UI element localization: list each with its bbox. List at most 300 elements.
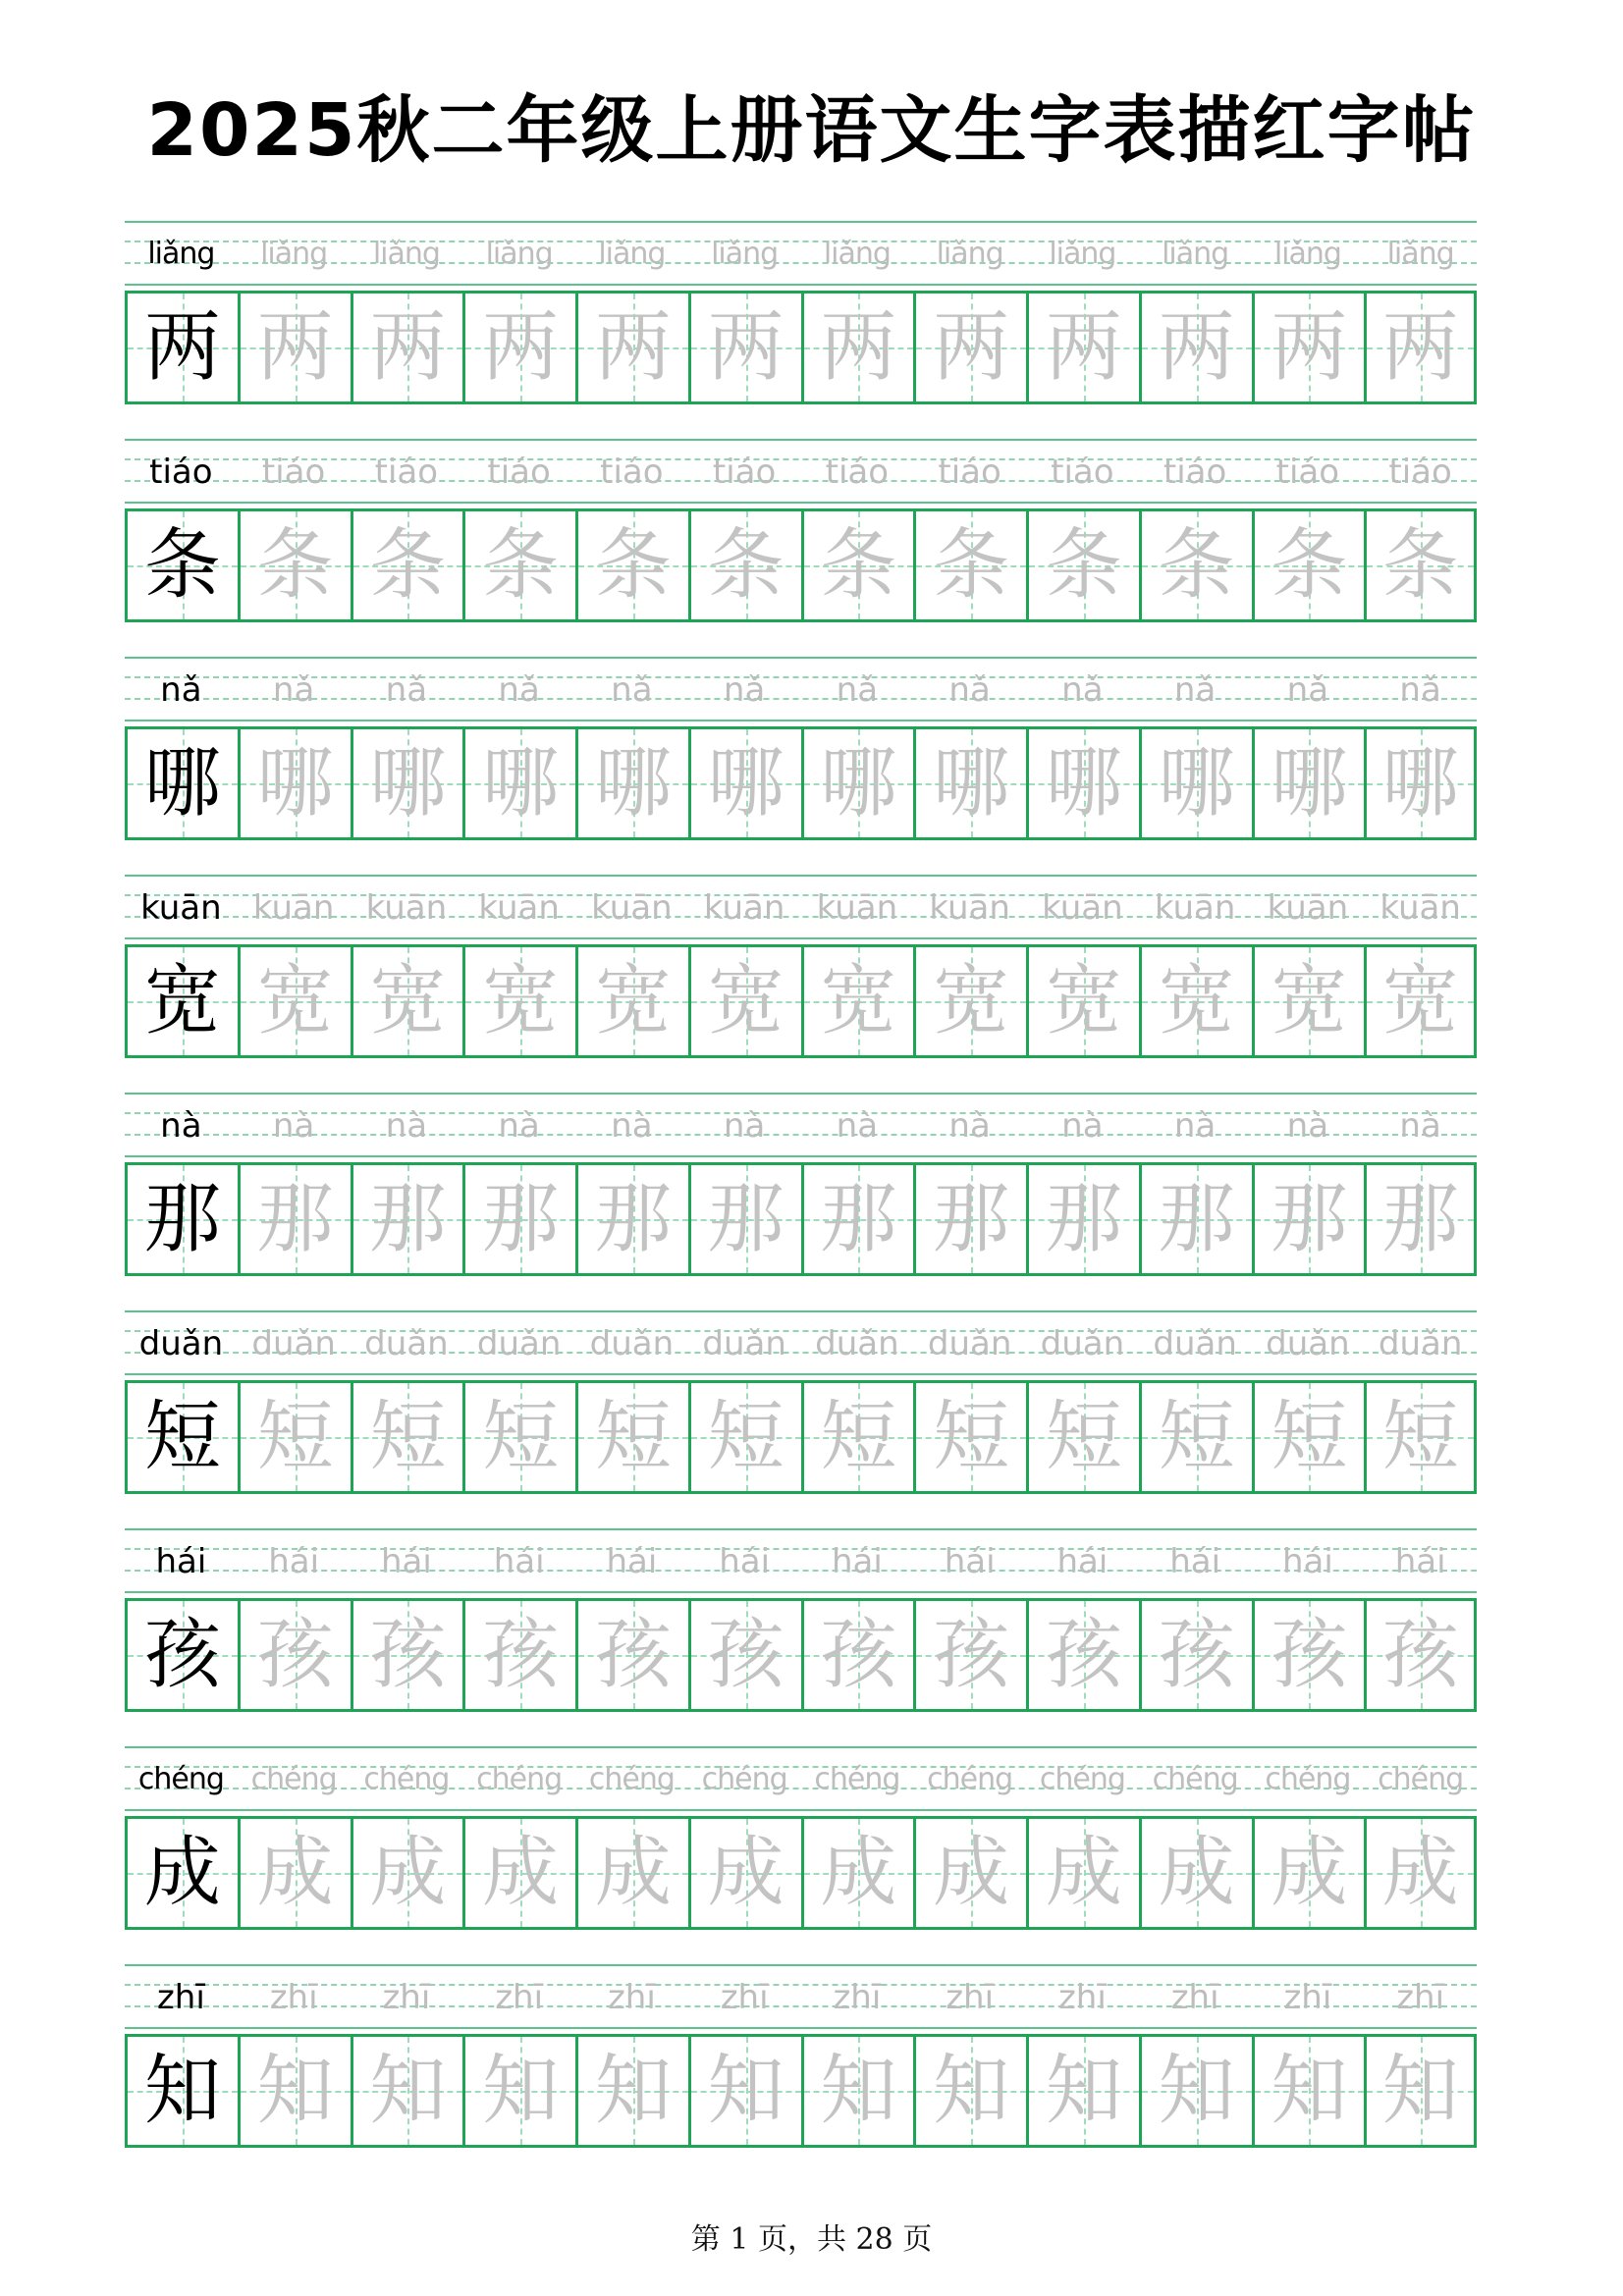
trace-char: 两 [707, 303, 784, 392]
trace-char-cell [351, 2034, 463, 2148]
trace-char: 宽 [594, 957, 672, 1045]
trace-char-cell [913, 1380, 1026, 1494]
trace-char: 孩 [933, 1611, 1010, 1699]
trace-char: 条 [594, 521, 672, 610]
pinyin-band [125, 439, 1477, 506]
trace-char-cell [1252, 2034, 1365, 2148]
trace-char-cell [575, 1380, 688, 1494]
pinyin-trace: nà [385, 1106, 428, 1146]
trace-char-cell [238, 726, 351, 840]
trace-char-cell [1139, 726, 1252, 840]
trace-char-cell [462, 1162, 575, 1276]
trace-char-cell [351, 1380, 463, 1494]
pinyin-trace: hái [1169, 1542, 1221, 1581]
pinyin-trace: nǎ [1399, 670, 1441, 710]
pinyin-trace: nà [498, 1106, 540, 1146]
trace-char-cell [1252, 726, 1365, 840]
trace-char: 孩 [1158, 1611, 1235, 1699]
pinyin-trace: kuān [1267, 888, 1349, 928]
practice-row [125, 439, 1477, 610]
model-char-cell [125, 1162, 238, 1276]
pinyin-trace: nǎ [1173, 670, 1217, 710]
trace-char: 那 [369, 1175, 447, 1263]
trace-char-cell [351, 291, 463, 404]
trace-char: 成 [369, 1829, 447, 1917]
pinyin-trace: liǎng [485, 237, 553, 271]
trace-char: 那 [1271, 1175, 1348, 1263]
trace-char-cell [913, 1816, 1026, 1930]
trace-char-cell [462, 2034, 575, 2148]
tian-grid-row [125, 1162, 1477, 1276]
pinyin-trace: duǎn [476, 1324, 562, 1363]
model-char-cell [125, 1816, 238, 1930]
trace-char: 那 [594, 1175, 672, 1263]
trace-char: 那 [1045, 1175, 1122, 1263]
pinyin-trace: duǎn [815, 1324, 899, 1363]
trace-char: 孩 [1045, 1611, 1122, 1699]
pinyin-trace: tiáo [825, 453, 890, 492]
trace-char: 哪 [482, 739, 560, 828]
pinyin-trace: duǎn [1153, 1324, 1237, 1363]
trace-char-cell [238, 944, 351, 1058]
pinyin-trace: zhī [495, 1978, 544, 2017]
trace-char: 孩 [369, 1611, 447, 1699]
pinyin-trace: chéng [476, 1762, 563, 1796]
trace-char: 短 [933, 1393, 1010, 1481]
tian-grid-row [125, 1598, 1477, 1712]
trace-char: 知 [1158, 2047, 1235, 2135]
pinyin-guide-line [125, 657, 1477, 659]
trace-char: 哪 [594, 739, 672, 828]
pinyin-trace: duǎn [1266, 1324, 1350, 1363]
trace-char-cell [801, 1816, 914, 1930]
pinyin-trace: duǎn [1040, 1324, 1125, 1363]
pinyin-band [125, 1746, 1477, 1813]
pinyin-guide-line [125, 502, 1477, 504]
tian-grid-row [125, 2034, 1477, 2148]
pinyin-trace: zhī [1396, 1978, 1445, 2017]
trace-char-cell [801, 1598, 914, 1712]
trace-char-cell [462, 508, 575, 622]
trace-char-cell [575, 508, 688, 622]
trace-char: 宽 [256, 957, 334, 1045]
pinyin-trace: hái [944, 1542, 996, 1581]
trace-char-cell [801, 2034, 914, 2148]
trace-char-cell [1026, 944, 1139, 1058]
trace-char-cell [1026, 1816, 1139, 1930]
trace-char-cell [1026, 1162, 1139, 1276]
trace-char: 那 [707, 1175, 784, 1263]
pinyin-guide-line [125, 1310, 1477, 1312]
pinyin-guide-line [125, 1373, 1477, 1375]
pinyin-trace: chéng [701, 1762, 787, 1796]
pinyin-trace: kuān [929, 888, 1010, 928]
trace-char: 知 [594, 2047, 672, 2135]
trace-char: 短 [707, 1393, 784, 1481]
pinyin-trace: nǎ [385, 670, 428, 710]
trace-char: 两 [256, 303, 334, 392]
trace-char-cell [801, 726, 914, 840]
pinyin-trace: chéng [1039, 1762, 1125, 1796]
pinyin-band [125, 1310, 1477, 1377]
pinyin-trace: tiáo [600, 453, 664, 492]
pinyin-guide-line [125, 221, 1477, 223]
trace-char-cell [575, 726, 688, 840]
pinyin-trace: chéng [250, 1762, 337, 1796]
trace-char-cell [351, 508, 463, 622]
practice-row [125, 1528, 1477, 1699]
trace-char-cell [913, 2034, 1026, 2148]
trace-char: 两 [1271, 303, 1348, 392]
trace-char: 短 [594, 1393, 672, 1481]
model-char: 孩 [143, 1611, 221, 1699]
trace-char-cell [575, 944, 688, 1058]
pinyin-model: liǎng [147, 237, 215, 271]
trace-char-cell [575, 1598, 688, 1712]
pinyin-guide-line [125, 1528, 1477, 1530]
pinyin-trace: hái [493, 1542, 545, 1581]
tian-grid-row [125, 1380, 1477, 1494]
trace-char-cell [801, 1380, 914, 1494]
trace-char: 宽 [707, 957, 784, 1045]
trace-char-cell [462, 1598, 575, 1712]
trace-char: 那 [1158, 1175, 1235, 1263]
trace-char: 两 [1381, 303, 1459, 392]
trace-char-cell [351, 1816, 463, 1930]
pinyin-trace: duǎn [1378, 1324, 1463, 1363]
pinyin-guide-line [125, 2027, 1477, 2029]
trace-char-cell [913, 726, 1026, 840]
trace-char-cell [238, 1598, 351, 1712]
pinyin-trace: tiáo [261, 453, 326, 492]
trace-char: 条 [482, 521, 560, 610]
pinyin-model: chéng [137, 1762, 224, 1796]
trace-char-cell [1364, 944, 1477, 1058]
pinyin-trace: liǎng [1386, 237, 1454, 271]
trace-char-cell [688, 1598, 801, 1712]
trace-char-cell [1364, 1816, 1477, 1930]
trace-char: 条 [1045, 521, 1122, 610]
trace-char-cell [1252, 1816, 1365, 1930]
pinyin-trace: kuān [365, 888, 448, 928]
model-char-cell [125, 508, 238, 622]
trace-char-cell [351, 944, 463, 1058]
trace-char: 成 [1045, 1829, 1122, 1917]
pinyin-band [125, 1528, 1477, 1595]
trace-char-cell [462, 291, 575, 404]
trace-char-cell [688, 1816, 801, 1930]
model-char: 成 [143, 1829, 221, 1917]
trace-char-cell [913, 1162, 1026, 1276]
pinyin-trace: nà [611, 1106, 653, 1146]
trace-char: 孩 [594, 1611, 672, 1699]
trace-char-cell [688, 291, 801, 404]
trace-char: 短 [1381, 1393, 1459, 1481]
trace-char: 两 [594, 303, 672, 392]
trace-char: 两 [1158, 303, 1235, 392]
pinyin-trace: hái [268, 1542, 320, 1581]
trace-char: 哪 [707, 739, 784, 828]
trace-char: 哪 [1158, 739, 1235, 828]
trace-char-cell [1139, 2034, 1252, 2148]
pinyin-trace: liǎng [1049, 237, 1116, 271]
trace-char: 短 [482, 1393, 560, 1481]
trace-char-cell [351, 1598, 463, 1712]
model-char: 条 [143, 521, 221, 610]
pinyin-guide-line [125, 1591, 1477, 1593]
pinyin-trace: liǎng [1162, 237, 1229, 271]
trace-char: 成 [594, 1829, 672, 1917]
pinyin-guide-line [125, 720, 1477, 721]
trace-char: 宽 [1158, 957, 1235, 1045]
trace-char: 知 [1045, 2047, 1122, 2135]
trace-char-cell [1252, 1162, 1365, 1276]
trace-char-cell [1026, 291, 1139, 404]
trace-char: 知 [820, 2047, 897, 2135]
trace-char-cell [1252, 508, 1365, 622]
pinyin-model: tiáo [149, 453, 213, 492]
trace-char-cell [688, 726, 801, 840]
pinyin-model: hái [155, 1542, 207, 1581]
tian-grid-row [125, 291, 1477, 404]
trace-char: 哪 [1045, 739, 1122, 828]
trace-char: 条 [933, 521, 1010, 610]
pinyin-trace: zhī [1057, 1978, 1107, 2017]
pinyin-trace: chéng [814, 1762, 900, 1796]
trace-char: 宽 [1381, 957, 1459, 1045]
trace-char-cell [1139, 1162, 1252, 1276]
pinyin-trace: kuān [252, 888, 335, 928]
pinyin-trace: zhī [833, 1978, 882, 2017]
pinyin-guide-line [125, 1093, 1477, 1095]
trace-char: 条 [256, 521, 334, 610]
trace-char-cell [462, 1380, 575, 1494]
trace-char-cell [688, 1162, 801, 1276]
pinyin-guide-line [125, 1746, 1477, 1748]
trace-char: 短 [1045, 1393, 1122, 1481]
model-char: 短 [143, 1393, 221, 1481]
trace-char-cell [1364, 2034, 1477, 2148]
pinyin-guide-line [125, 1809, 1477, 1811]
pinyin-trace: zhī [1283, 1978, 1332, 2017]
trace-char: 知 [933, 2047, 1010, 2135]
trace-char-cell [238, 291, 351, 404]
trace-char: 知 [1381, 2047, 1459, 2135]
trace-char-cell [688, 2034, 801, 2148]
practice-row [125, 1310, 1477, 1481]
trace-char: 孩 [1381, 1611, 1459, 1699]
tian-grid-row [125, 508, 1477, 622]
trace-char: 条 [820, 521, 897, 610]
trace-char-cell [575, 1162, 688, 1276]
pinyin-trace: hái [1281, 1542, 1333, 1581]
trace-char: 哪 [933, 739, 1010, 828]
trace-char: 短 [1271, 1393, 1348, 1481]
trace-char: 短 [369, 1393, 447, 1481]
pinyin-trace: duǎn [251, 1324, 336, 1363]
trace-char: 条 [1381, 521, 1459, 610]
pinyin-band [125, 875, 1477, 941]
pinyin-trace: tiáo [938, 453, 1001, 492]
pinyin-trace: tiáo [1388, 453, 1452, 492]
pinyin-model: duǎn [138, 1324, 224, 1363]
trace-char: 那 [1381, 1175, 1459, 1263]
trace-char-cell [1252, 1380, 1365, 1494]
practice-row [125, 1093, 1477, 1263]
pinyin-trace: kuān [703, 888, 785, 928]
pinyin-trace: kuān [1154, 888, 1236, 928]
model-char-cell [125, 2034, 238, 2148]
model-char: 两 [143, 303, 221, 392]
pinyin-trace: duǎn [364, 1324, 449, 1363]
trace-char-cell [688, 508, 801, 622]
pinyin-trace: tiáo [487, 453, 551, 492]
trace-char: 哪 [256, 739, 334, 828]
trace-char-cell [462, 1816, 575, 1930]
pinyin-trace: liǎng [711, 237, 779, 271]
trace-char: 成 [707, 1829, 784, 1917]
trace-char-cell [1252, 291, 1365, 404]
trace-char-cell [1364, 1598, 1477, 1712]
trace-char: 哪 [820, 739, 897, 828]
trace-char-cell [462, 726, 575, 840]
trace-char-cell [1026, 508, 1139, 622]
pinyin-trace: nà [272, 1106, 315, 1146]
pinyin-trace: nǎ [836, 670, 879, 710]
pinyin-band [125, 221, 1477, 288]
pinyin-trace: hái [380, 1542, 432, 1581]
practice-row [125, 1746, 1477, 1917]
trace-char: 短 [1158, 1393, 1235, 1481]
trace-char: 宽 [1271, 957, 1348, 1045]
trace-char: 短 [256, 1393, 334, 1481]
trace-char: 两 [820, 303, 897, 392]
pinyin-trace: tiáo [712, 453, 777, 492]
pinyin-guide-line [125, 1155, 1477, 1157]
model-char: 哪 [143, 739, 221, 828]
pinyin-trace: tiáo [1051, 453, 1114, 492]
pinyin-model: nà [160, 1106, 202, 1146]
trace-char-cell [1364, 508, 1477, 622]
pinyin-band [125, 1093, 1477, 1159]
pinyin-trace: hái [1056, 1542, 1109, 1581]
trace-char-cell [913, 508, 1026, 622]
trace-char: 那 [820, 1175, 897, 1263]
trace-char-cell [351, 1162, 463, 1276]
pinyin-trace: zhī [720, 1978, 769, 2017]
pinyin-trace: chéng [927, 1762, 1013, 1796]
pinyin-trace: zhī [269, 1978, 318, 2017]
trace-char: 两 [1045, 303, 1122, 392]
pinyin-band [125, 1964, 1477, 2031]
pinyin-guide-line [125, 937, 1477, 939]
trace-char: 孩 [707, 1611, 784, 1699]
model-char-cell [125, 1598, 238, 1712]
trace-char: 那 [933, 1175, 1010, 1263]
pinyin-trace: nà [1173, 1106, 1217, 1146]
trace-char: 孩 [482, 1611, 560, 1699]
pinyin-trace: nǎ [272, 670, 315, 710]
trace-char-cell [688, 1380, 801, 1494]
trace-char-cell [688, 944, 801, 1058]
trace-char-cell [575, 1816, 688, 1930]
pinyin-trace: liǎng [823, 237, 891, 271]
trace-char-cell [1364, 291, 1477, 404]
trace-char: 知 [482, 2047, 560, 2135]
trace-char-cell [462, 944, 575, 1058]
trace-char: 两 [369, 303, 447, 392]
trace-char-cell [351, 726, 463, 840]
trace-char: 成 [933, 1829, 1010, 1917]
model-char: 那 [143, 1175, 221, 1263]
pinyin-trace: chéng [1265, 1762, 1351, 1796]
trace-char-cell [1252, 1598, 1365, 1712]
trace-char-cell [1139, 1598, 1252, 1712]
trace-char: 成 [1158, 1829, 1235, 1917]
trace-char-cell [1252, 944, 1365, 1058]
trace-char: 宽 [1045, 957, 1122, 1045]
pinyin-trace: chéng [1152, 1762, 1238, 1796]
pinyin-trace: chéng [363, 1762, 450, 1796]
pinyin-model: nǎ [160, 670, 202, 710]
tian-grid-row [125, 726, 1477, 840]
trace-char: 条 [1271, 521, 1348, 610]
trace-char: 哪 [369, 739, 447, 828]
pinyin-trace: chéng [1378, 1762, 1464, 1796]
pinyin-guide-line [125, 439, 1477, 441]
pinyin-guide-line [125, 875, 1477, 877]
pinyin-trace: nǎ [498, 670, 540, 710]
pinyin-trace: nà [1399, 1106, 1441, 1146]
trace-char: 宽 [820, 957, 897, 1045]
trace-char-cell [1139, 291, 1252, 404]
trace-char: 孩 [256, 1611, 334, 1699]
pinyin-trace: nǎ [948, 670, 991, 710]
pinyin-trace: zhī [607, 1978, 656, 2017]
trace-char: 知 [707, 2047, 784, 2135]
trace-char: 成 [1381, 1829, 1459, 1917]
trace-char-cell [1364, 726, 1477, 840]
trace-char-cell [913, 291, 1026, 404]
trace-char-cell [1026, 1598, 1139, 1712]
pinyin-trace: duǎn [702, 1324, 786, 1363]
trace-char: 成 [820, 1829, 897, 1917]
pinyin-trace: chéng [588, 1762, 675, 1796]
pinyin-trace: duǎn [927, 1324, 1012, 1363]
trace-char: 孩 [820, 1611, 897, 1699]
trace-char: 宽 [933, 957, 1010, 1045]
pinyin-trace: liǎng [598, 237, 666, 271]
model-char: 知 [143, 2047, 221, 2135]
pinyin-trace: hái [719, 1542, 771, 1581]
pinyin-trace: zhī [1170, 1978, 1219, 2017]
model-char-cell [125, 291, 238, 404]
trace-char: 条 [369, 521, 447, 610]
trace-char-cell [238, 1380, 351, 1494]
trace-char-cell [1139, 944, 1252, 1058]
trace-char: 两 [933, 303, 1010, 392]
pinyin-trace: nà [1061, 1106, 1104, 1146]
pinyin-trace: nà [836, 1106, 879, 1146]
pinyin-model: kuān [140, 888, 222, 928]
pinyin-trace: liǎng [372, 237, 440, 271]
trace-char-cell [575, 2034, 688, 2148]
pinyin-trace: liǎng [1273, 237, 1341, 271]
trace-char-cell [1364, 1380, 1477, 1494]
trace-char-cell [801, 1162, 914, 1276]
trace-char: 成 [256, 1829, 334, 1917]
trace-char: 知 [369, 2047, 447, 2135]
